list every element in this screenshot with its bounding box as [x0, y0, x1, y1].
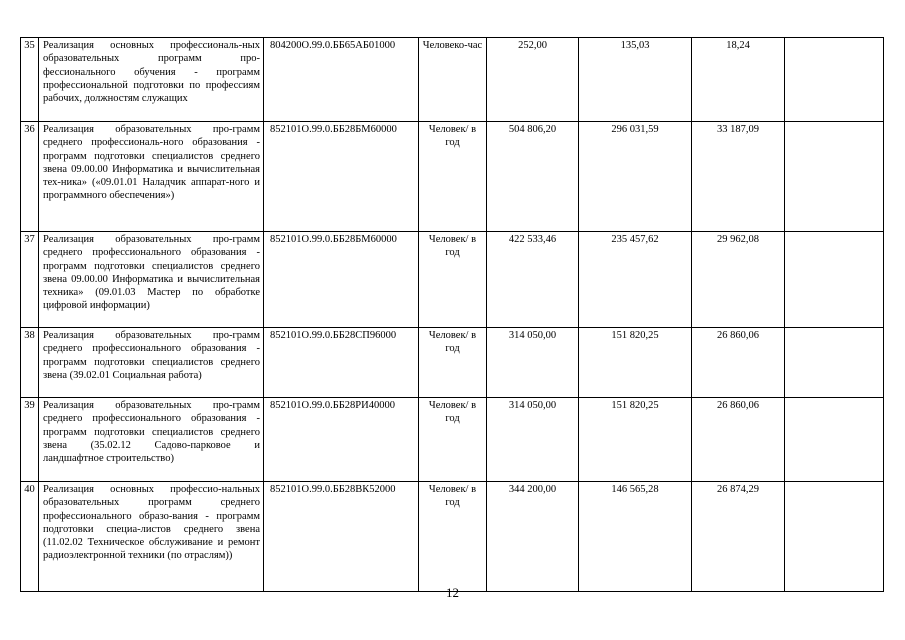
- value-col-2: 151 820,25: [579, 328, 692, 398]
- value-col-1: 344 200,00: [487, 482, 579, 592]
- value-col-2: 151 820,25: [579, 398, 692, 482]
- value-col-2: 235 457,62: [579, 232, 692, 328]
- value-col-4: [785, 232, 884, 328]
- service-description: Реализация основных профессиональ-ных образовательных программ про-фессионального обучения - программ профессиональной подготовки по профессиям рабочих, должностям служащих: [39, 38, 264, 122]
- row-number: 36: [21, 122, 39, 232]
- service-description: Реализация образовательных про-грамм среднего профессионального образования - программ подготовки специалистов среднего звена (35.02.12 Садово-парковое и ландшафтное строительство): [39, 398, 264, 482]
- registry-code: 852101О.99.0.ББ28РИ40000: [264, 398, 419, 482]
- service-description: Реализация образовательных про-грамм среднего профессионального образования - программ подготовки специалистов среднего звена 09.00.00 Информатика и вычислительная техника» (09.01.03 Мастер по обработке цифровой информации): [39, 232, 264, 328]
- service-description: Реализация основных профессио-нальных образовательных программ среднего профессионального образо-вания - программ подготовки специа-листов среднего звена (11.02.02 Техническое обслуживание и ремонт радиоэлектронной техники (по отраслям)): [39, 482, 264, 592]
- service-description: Реализация образовательных про-грамм среднего профессионального образования - программ подготовки специалистов среднего звена (39.02.01 Социальная работа): [39, 328, 264, 398]
- value-col-1: 252,00: [487, 38, 579, 122]
- row-number: 40: [21, 482, 39, 592]
- value-col-1: 314 050,00: [487, 328, 579, 398]
- value-col-2: 296 031,59: [579, 122, 692, 232]
- unit-of-measure: Человек/ в год: [419, 232, 487, 328]
- value-col-3: 26 860,06: [692, 328, 785, 398]
- unit-of-measure: Человек/ в год: [419, 122, 487, 232]
- value-col-1: 504 806,20: [487, 122, 579, 232]
- row-number: 39: [21, 398, 39, 482]
- value-col-1: 422 533,46: [487, 232, 579, 328]
- table-row: [21, 482, 884, 592]
- value-col-4: [785, 122, 884, 232]
- registry-code: 852101О.99.0.ББ28СП96000: [264, 328, 419, 398]
- unit-of-measure: Человек/ в год: [419, 328, 487, 398]
- table-row: [21, 38, 884, 122]
- services-table: [20, 37, 884, 592]
- unit-of-measure: Человеко-час: [419, 38, 487, 122]
- value-col-3: 26 860,06: [692, 398, 785, 482]
- value-col-3: 26 874,29: [692, 482, 785, 592]
- unit-of-measure: Человек/ в год: [419, 398, 487, 482]
- value-col-2: 135,03: [579, 38, 692, 122]
- table-body: [21, 38, 884, 592]
- table-row: [21, 122, 884, 232]
- table-row: [21, 328, 884, 398]
- registry-code: 852101О.99.0.ББ28БМ60000: [264, 122, 419, 232]
- unit-of-measure: Человек/ в год: [419, 482, 487, 592]
- value-col-2: 146 565,28: [579, 482, 692, 592]
- value-col-4: [785, 398, 884, 482]
- table-row: [21, 398, 884, 482]
- registry-code: 852101О.99.0.ББ28БМ60000: [264, 232, 419, 328]
- value-col-4: [785, 482, 884, 592]
- registry-code: 852101О.99.0.ББ28ВК52000: [264, 482, 419, 592]
- registry-code: 804200О.99.0.ББ65АБ01000: [264, 38, 419, 122]
- value-col-3: 18,24: [692, 38, 785, 122]
- row-number: 38: [21, 328, 39, 398]
- row-number: 37: [21, 232, 39, 328]
- table-row: [21, 232, 884, 328]
- value-col-3: 33 187,09: [692, 122, 785, 232]
- page-number-label: 12: [446, 585, 459, 600]
- value-col-4: [785, 328, 884, 398]
- service-description: Реализация образовательных про-грамм среднего профессиональ-ного образования - программ подготовки специалистов среднего звена 09.00.00 Информатика и вычислительная тех-ника» («09.01.01 Наладчик аппарат-ного и программного обеспечения»): [39, 122, 264, 232]
- row-number: 35: [21, 38, 39, 122]
- value-col-3: 29 962,08: [692, 232, 785, 328]
- value-col-4: [785, 38, 884, 122]
- document-page: [20, 37, 883, 592]
- value-col-1: 314 050,00: [487, 398, 579, 482]
